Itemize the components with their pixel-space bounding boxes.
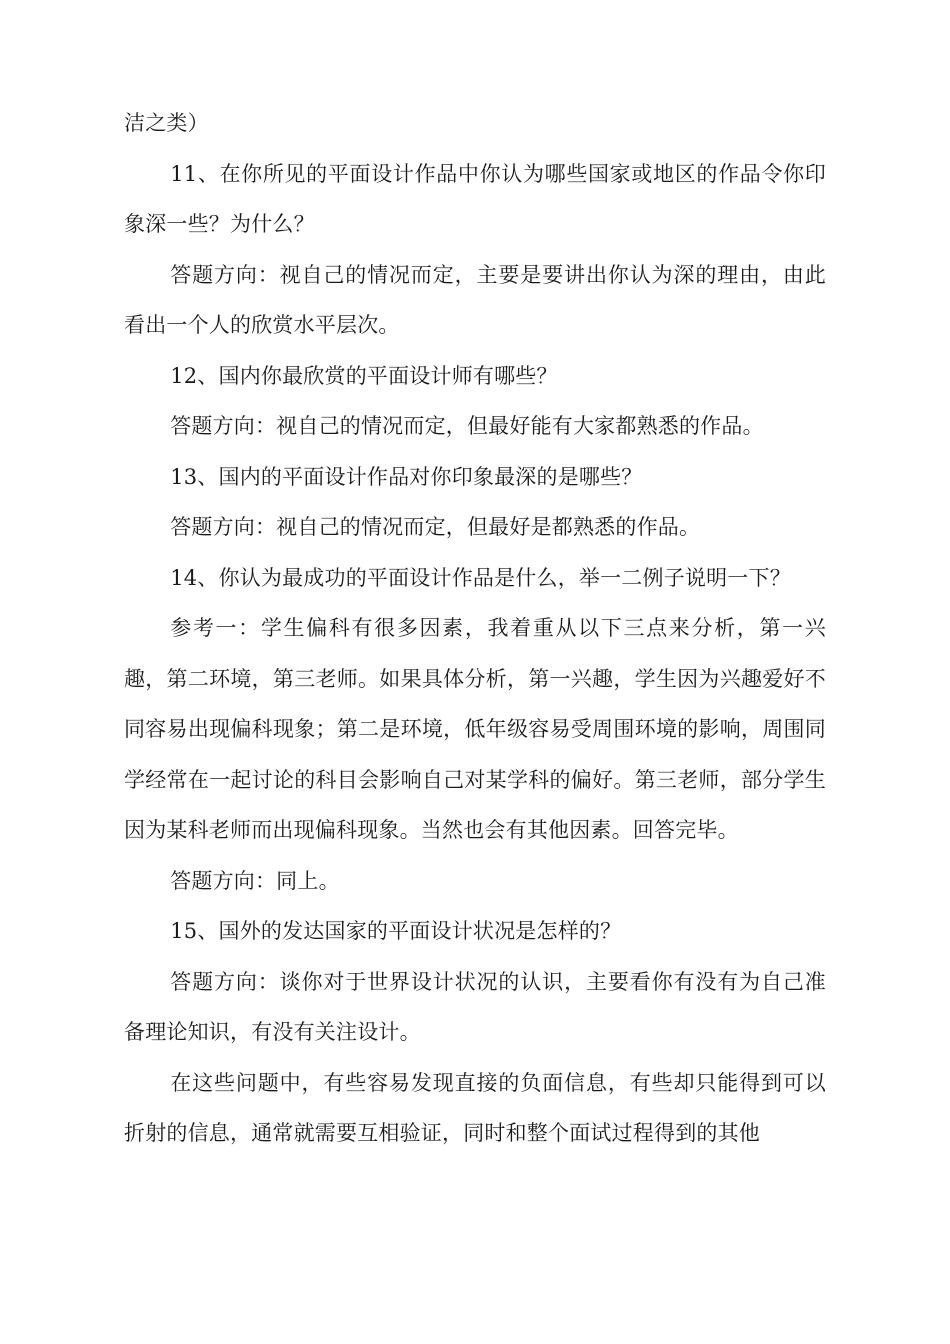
answer-11: 答题方向：视自己的情况而定，主要是要讲出你认为深的理由，由此看出一个人的欣赏水平层次。	[124, 262, 826, 337]
question-14: 14、你认为最成功的平面设计作品是什么，举一二例子说明一下？	[170, 565, 791, 590]
paragraph-continuation: 洁之类）	[124, 111, 209, 135]
answer-15: 答题方向：谈你对于世界设计状况的认识，主要看你有没有为自己准备理论知识，有没有关注设计。	[124, 969, 826, 1044]
question-11: 11、在你所见的平面设计作品中你认为哪些国家或地区的作品令你印象深一些？为什么？	[124, 161, 826, 236]
answer-12: 答题方向：视自己的情况而定，但最好能有大家都熟悉的作品。	[170, 414, 764, 438]
closing-paragraph: 在这些问题中，有些容易发现直接的负面信息，有些却只能得到可以折射的信息，通常就需要互相验证，同时和整个面试过程得到的其他	[124, 1070, 826, 1145]
document-body	[124, 98, 826, 1159]
answer-13: 答题方向：视自己的情况而定，但最好是都熟悉的作品。	[170, 515, 701, 539]
question-13: 13、国内的平面设计作品对你印象最深的是哪些？	[170, 464, 643, 489]
question-12: 12、国内你最欣赏的平面设计师有哪些？	[170, 363, 558, 388]
answer-14: 答题方向：同上。	[170, 868, 340, 893]
question-15: 15、国外的发达国家的平面设计状况是怎样的？	[170, 919, 622, 943]
reference-answer-14: 参考一：学生偏科有很多因素，我着重从以下三点来分析，第一兴趣，第二环境，第三老师。如果具体分析，第一兴趣，学生因为兴趣爱好不同容易出现偏科现象；第二是环境，低年级容易受周围环境的影响，周围同学经常在一起讨论的科目会影响自己对某学科的偏好。第三老师，部分学生因为某科老师而出现偏科现象。当然也会有其他因素。回答完毕。	[124, 616, 826, 842]
